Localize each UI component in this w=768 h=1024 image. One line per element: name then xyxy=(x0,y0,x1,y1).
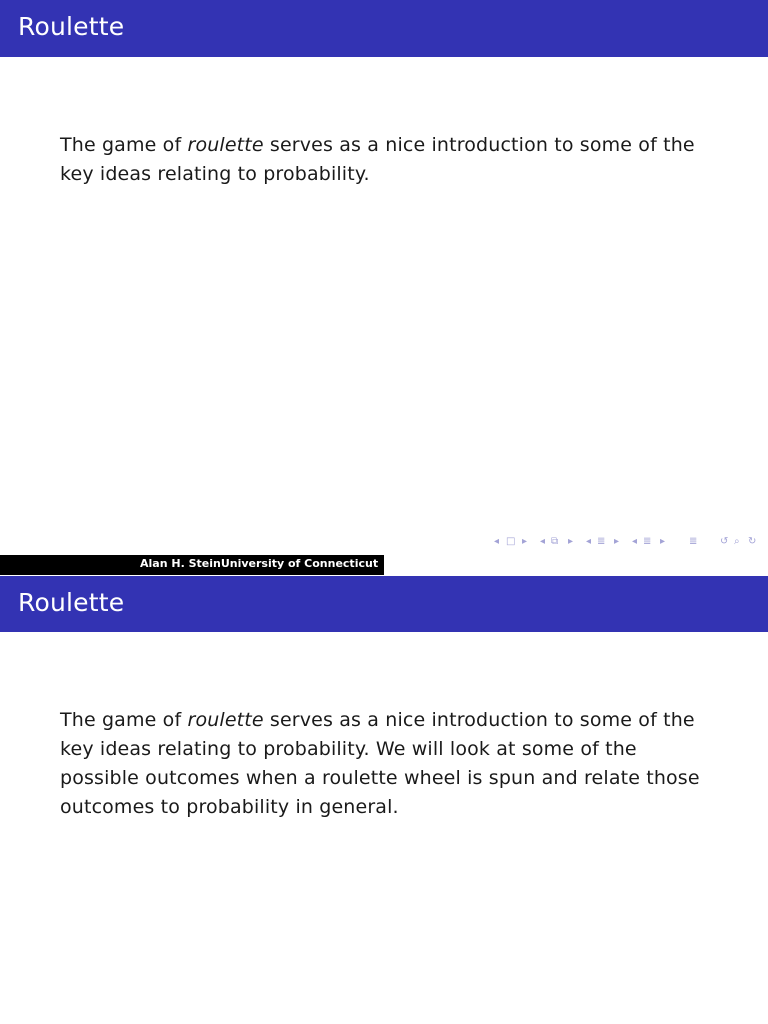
frame-title-bar xyxy=(0,576,768,632)
back-search-icon[interactable]: ↺ xyxy=(720,536,729,547)
document-prev-arrow[interactable]: ◂ xyxy=(632,536,638,547)
body-text-before: The game of xyxy=(60,134,188,156)
slide-2 xyxy=(0,555,768,1024)
subsection-prev-arrow[interactable]: ◂ xyxy=(540,536,546,547)
appendix-icon[interactable]: ≣ xyxy=(689,536,698,547)
body-text-emphasis: roulette xyxy=(187,134,264,156)
zoom-search-icon[interactable]: ⌕ xyxy=(734,536,740,547)
document-icon[interactable]: ≣ xyxy=(643,536,652,547)
body-text-after: serves as a nice introduction to some of the key ideas relating to probability. We will look at some of the possible outcomes when a roulette wheel is spun and relate those outcomes to probability in general. xyxy=(60,709,700,818)
body-text-after: serves as a nice introduction to some of the key ideas relating to probability. xyxy=(60,134,695,185)
document-next-arrow[interactable]: ▸ xyxy=(660,536,666,547)
author-institution: Alan H. SteinUniversity of Connecticut xyxy=(140,557,379,570)
section-prev-arrow[interactable]: ◂ xyxy=(586,536,592,547)
section-icon[interactable]: ≣ xyxy=(597,536,606,547)
subsection-icon[interactable]: ⧉ xyxy=(551,536,559,547)
frame-prev-arrow[interactable]: ◂ xyxy=(494,536,500,547)
frame-title-bar xyxy=(0,0,768,57)
section-next-arrow[interactable]: ▸ xyxy=(614,536,620,547)
forward-search-icon[interactable]: ↻ xyxy=(748,536,757,547)
slide-body-text xyxy=(60,706,720,822)
subsection-next-arrow[interactable]: ▸ xyxy=(568,536,574,547)
beamer-navigation-bar xyxy=(494,535,762,549)
slide-body-text xyxy=(60,131,720,189)
footline xyxy=(0,555,384,575)
frame-next-arrow[interactable]: ▸ xyxy=(522,536,528,547)
frame-icon[interactable]: □ xyxy=(506,536,516,547)
frame-title: Roulette xyxy=(18,12,125,41)
body-text-before: The game of xyxy=(60,709,188,731)
frame-title: Roulette xyxy=(18,588,125,617)
body-text-emphasis: roulette xyxy=(187,709,264,731)
